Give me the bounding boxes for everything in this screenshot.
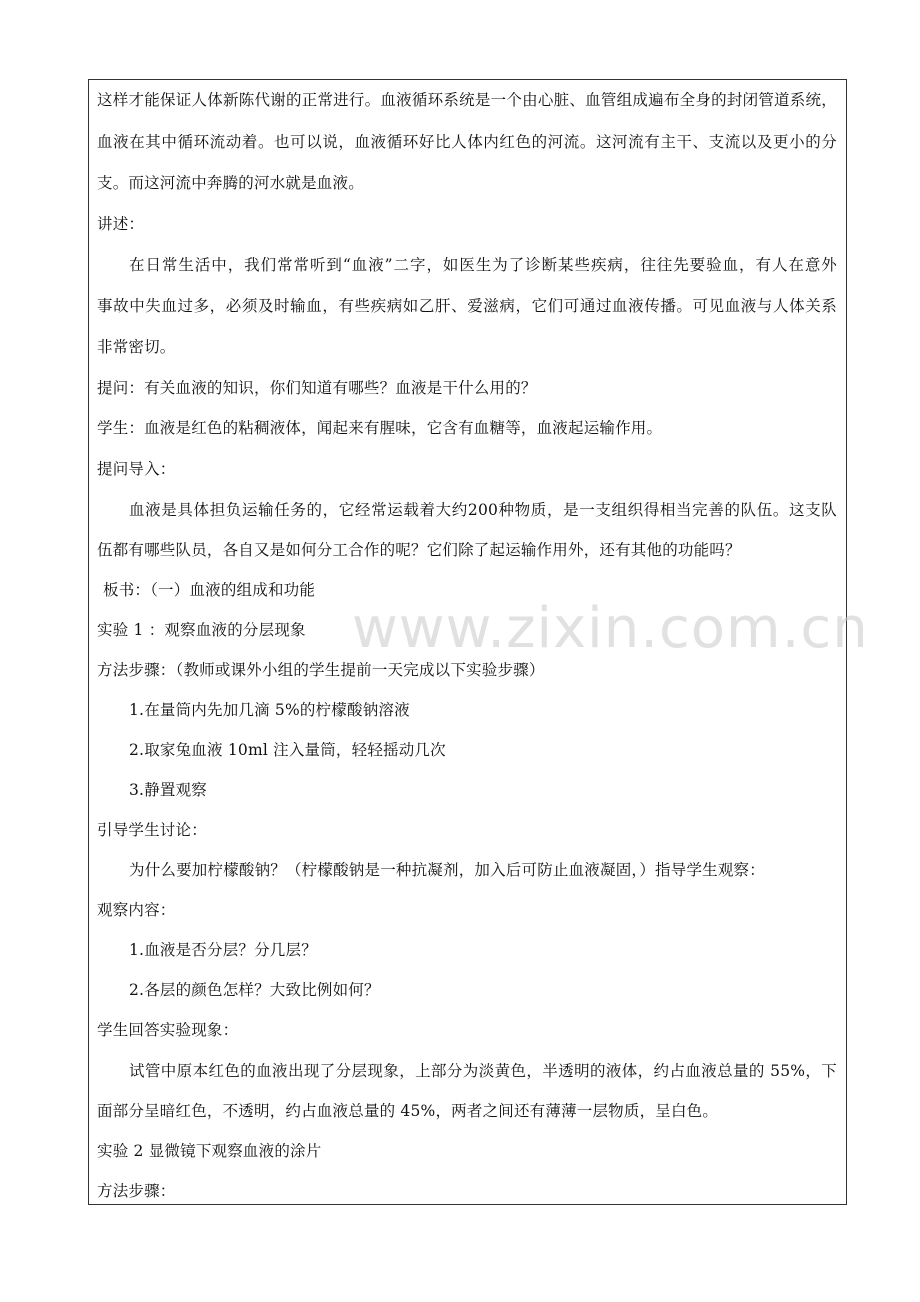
experiment-title: 实验 1 ：观察血液的分层现象: [97, 621, 306, 639]
observation-item: 1.血液是否分层？分几层？: [129, 941, 317, 959]
section-label: 观察内容：: [97, 901, 176, 919]
method-heading: 方法步骤：（教师或课外小组的学生提前一天完成以下实验步骤）: [97, 661, 545, 679]
step-item: 1.在量筒内先加几滴 5%的柠檬酸钠溶液: [129, 701, 410, 719]
method-heading: 方法步骤：: [97, 1182, 176, 1200]
paragraph-line: 为什么要加柠檬酸钠？（柠檬酸钠是一种抗凝剂，加入后可防止血液凝固，）指导学生观察：: [129, 861, 765, 879]
paragraph-line: 伍都有哪些队员，各自又是如何分工合作的呢？它们除了起运输作用外，还有其他的功能吗？: [97, 541, 741, 559]
answer-line: 学生：血液是红色的粘稠液体，闻起来有腥味，它含有血糖等，血液起运输作用。: [97, 419, 663, 437]
paragraph-line: 这样才能保证人体新陈代谢的正常进行。血液循环系统是一个由心脏、血管组成遍布全身的封闭管道系统，: [97, 91, 837, 109]
experiment-title: 实验 2 显微镜下观察血液的涂片: [97, 1142, 322, 1160]
question-line: 提问：有关血液的知识，你们知道有哪些？血液是干什么用的？: [97, 379, 537, 397]
paragraph-line: 在日常生活中，我们常常听到“血液”二字，如医生为了诊断某些疾病，往往先要验血，有人在意外: [129, 256, 837, 274]
observation-item: 2.各层的颜色怎样？大致比例如何？: [129, 981, 380, 999]
section-label: 提问导入：: [97, 460, 176, 478]
paragraph-line: 非常密切。: [97, 338, 176, 356]
paragraph-line: 血液是具体担负运输任务的，它经常运载着大约200种物质，是一支组织得相当完善的队伍。这支队: [129, 501, 837, 519]
watermark: www.zixin.com.cn: [352, 596, 869, 661]
paragraph-line: 试管中原本红色的血液出现了分层现象，上部分为淡黄色，半透明的液体，约占血液总量的 55%，下: [129, 1062, 837, 1080]
section-label: 学生回答实验现象：: [97, 1021, 239, 1039]
paragraph-line: 血液在其中循环流动着。也可以说，血液循环好比人体内红色的河流。这河流有主干、支流以及更小的分: [97, 133, 837, 151]
step-item: 2.取家兔血液 10ml 注入量筒，轻轻摇动几次: [129, 741, 446, 759]
board-heading: 板书：（一）血液的组成和功能: [103, 581, 316, 599]
step-item: 3.静置观察: [129, 781, 207, 799]
section-label: 讲述：: [97, 215, 145, 233]
paragraph-line: 事故中失血过多，必须及时输血，有些疾病如乙肝、爱滋病，它们可通过血液传播。可见血液与人体关系: [97, 297, 837, 315]
paragraph-line: 支。而这河流中奔腾的河水就是血液。: [97, 174, 364, 192]
paragraph-line: 面部分呈暗红色，不透明，约占血液总量的 45%，两者之间还有薄薄一层物质，呈白色。: [97, 1102, 719, 1120]
section-label: 引导学生讨论：: [97, 821, 207, 839]
